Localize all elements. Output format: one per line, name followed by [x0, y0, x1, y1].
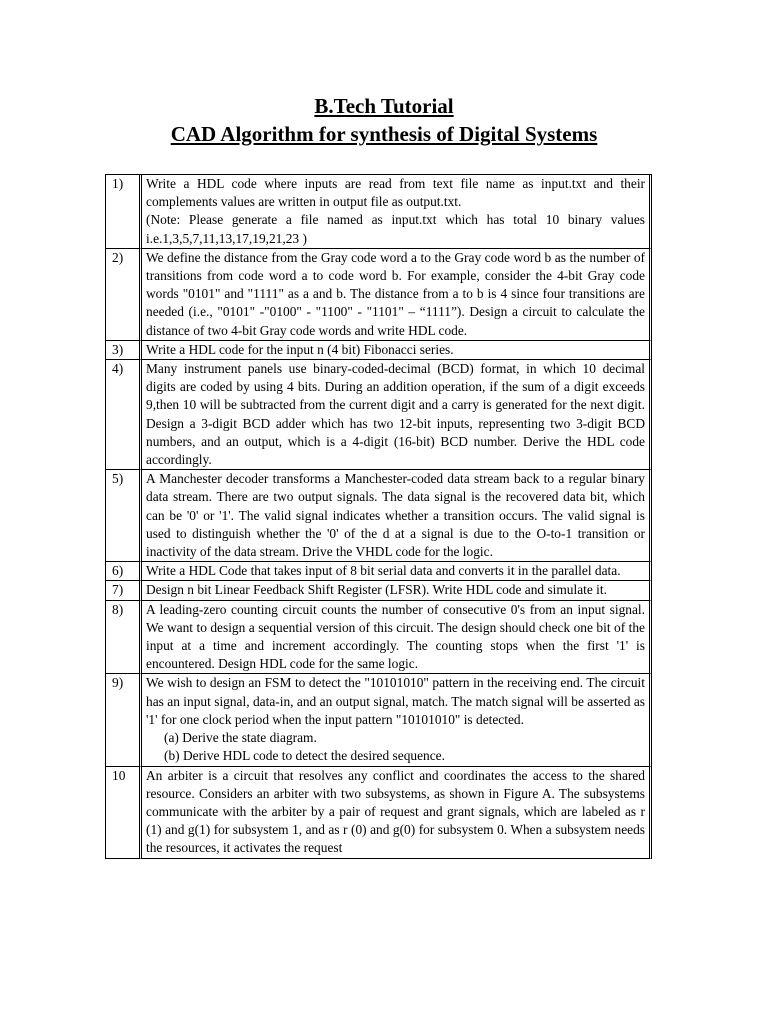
question-row [106, 581, 652, 600]
question-text [142, 360, 652, 470]
question-row [106, 767, 652, 859]
question-row [106, 249, 652, 341]
question-text [142, 175, 652, 249]
question-paragraph: Write a HDL code for the input n (4 bit) Fibonacci series. [146, 341, 454, 357]
question-number: 10 [106, 767, 142, 859]
question-paragraph: Write a HDL code where inputs are read from text file name as input.txt and their complements values are written in output file as output.txt. [146, 176, 645, 210]
page-title: B.Tech Tutorial [314, 94, 454, 118]
question-number: 9) [106, 674, 142, 766]
question-number: 8) [106, 601, 142, 675]
questions-table-body [106, 175, 652, 859]
question-text [142, 767, 652, 859]
question-paragraph: A leading-zero counting circuit counts the number of consecutive 0's from an input signal. We want to design a sequential version of this circuit. The design should check one bit of the input at a time and increment accordingly. The counting stops when the first '1' is encountered. Design HDL code for the same logic. [146, 601, 645, 672]
question-text [142, 674, 652, 766]
page-subtitle: CAD Algorithm for synthesis of Digital Systems [170, 122, 598, 146]
question-text [142, 249, 652, 341]
page-header [0, 92, 768, 148]
question-row [106, 674, 652, 766]
question-number: 3) [106, 341, 142, 360]
question-number: 7) [106, 581, 142, 600]
question-number: 6) [106, 562, 142, 581]
question-number: 5) [106, 470, 142, 562]
question-text [142, 581, 652, 600]
question-row [106, 341, 652, 360]
question-paragraph: We wish to design an FSM to detect the "10101010" pattern in the receiving end. The circuit has an input signal, data-in, and an output signal, match. The match signal will be asserted as '1' for one clock period when the input pattern "10101010" is detected. [146, 675, 645, 727]
question-row [106, 175, 652, 249]
question-paragraph: Many instrument panels use binary-coded-decimal (BCD) format, in which 10 decimal digits are coded by using 4 bits. During an addition operation, if the sum of a digit exceeds 9,then 10 will be subtracted from the current digit and a carry is generated for the next digit. Design a 3-digit BCD adder which has two 12-bit inputs, representing two 3-digit BCD numbers, and an output, which is a 4-digit (16-bit) BCD number. Derive the HDL code accordingly. [146, 361, 645, 468]
question-paragraph: We define the distance from the Gray code word a to the Gray code word b as the number of transitions from code word a to code word b. For example, consider the 4-bit Gray code words "0101" and "1111" as a and b. The distance from a to b is 4 since four transitions are needed (i.e., "0101" -"0100" - "1100" - "1101" – “1111”). Design a circuit to calculate the distance of two 4-bit Gray code words and write HDL code. [146, 249, 645, 338]
question-sub-item: (a) Derive the state diagram. [164, 730, 317, 746]
question-text [142, 341, 652, 360]
questions-table [105, 174, 652, 859]
question-sub-item: (b) Derive HDL code to detect the desired sequence. [164, 748, 445, 764]
question-row [106, 601, 652, 675]
question-number: 2) [106, 249, 142, 341]
question-row [106, 562, 652, 581]
question-paragraph: (Note: Please generate a file named as input.txt which has total 10 binary values i.e.1,3,5,7,11,13,17,19,21,23 ) [146, 212, 645, 246]
question-paragraph: Design n bit Linear Feedback Shift Register (LFSR). Write HDL code and simulate it. [146, 582, 607, 598]
question-text [142, 562, 652, 581]
question-paragraph: Write a HDL Code that takes input of 8 bit serial data and converts it in the parallel data. [146, 563, 621, 579]
question-text [142, 601, 652, 675]
question-number: 4) [106, 360, 142, 470]
question-paragraph: An arbiter is a circuit that resolves any conflict and coordinates the access to the shared resource. Considers an arbiter with two subsystems, as shown in Figure A. The subsystems communicate with the arbiter by a pair of request and grant signals, which are labeled as r (1) and g(1) for subsystem 1, and as r (0) and g(0) for subsystem 0. When a subsystem needs the resources, it activates the request [146, 767, 645, 856]
question-text [142, 470, 652, 562]
question-number: 1) [106, 175, 142, 249]
question-row [106, 470, 652, 562]
question-paragraph: A Manchester decoder transforms a Manchester-coded data stream back to a regular binary data stream. There are two output signals. The data signal is the recovered data bit, which can be '0' or '1'. The valid signal indicates whether a transition occurs. The valid signal is used to distinguish whether the '0' of the d at a signal is due to the O-to-1 transition or inactivity of the data stream. Drive the VHDL code for the logic. [146, 471, 645, 560]
question-row [106, 360, 652, 470]
